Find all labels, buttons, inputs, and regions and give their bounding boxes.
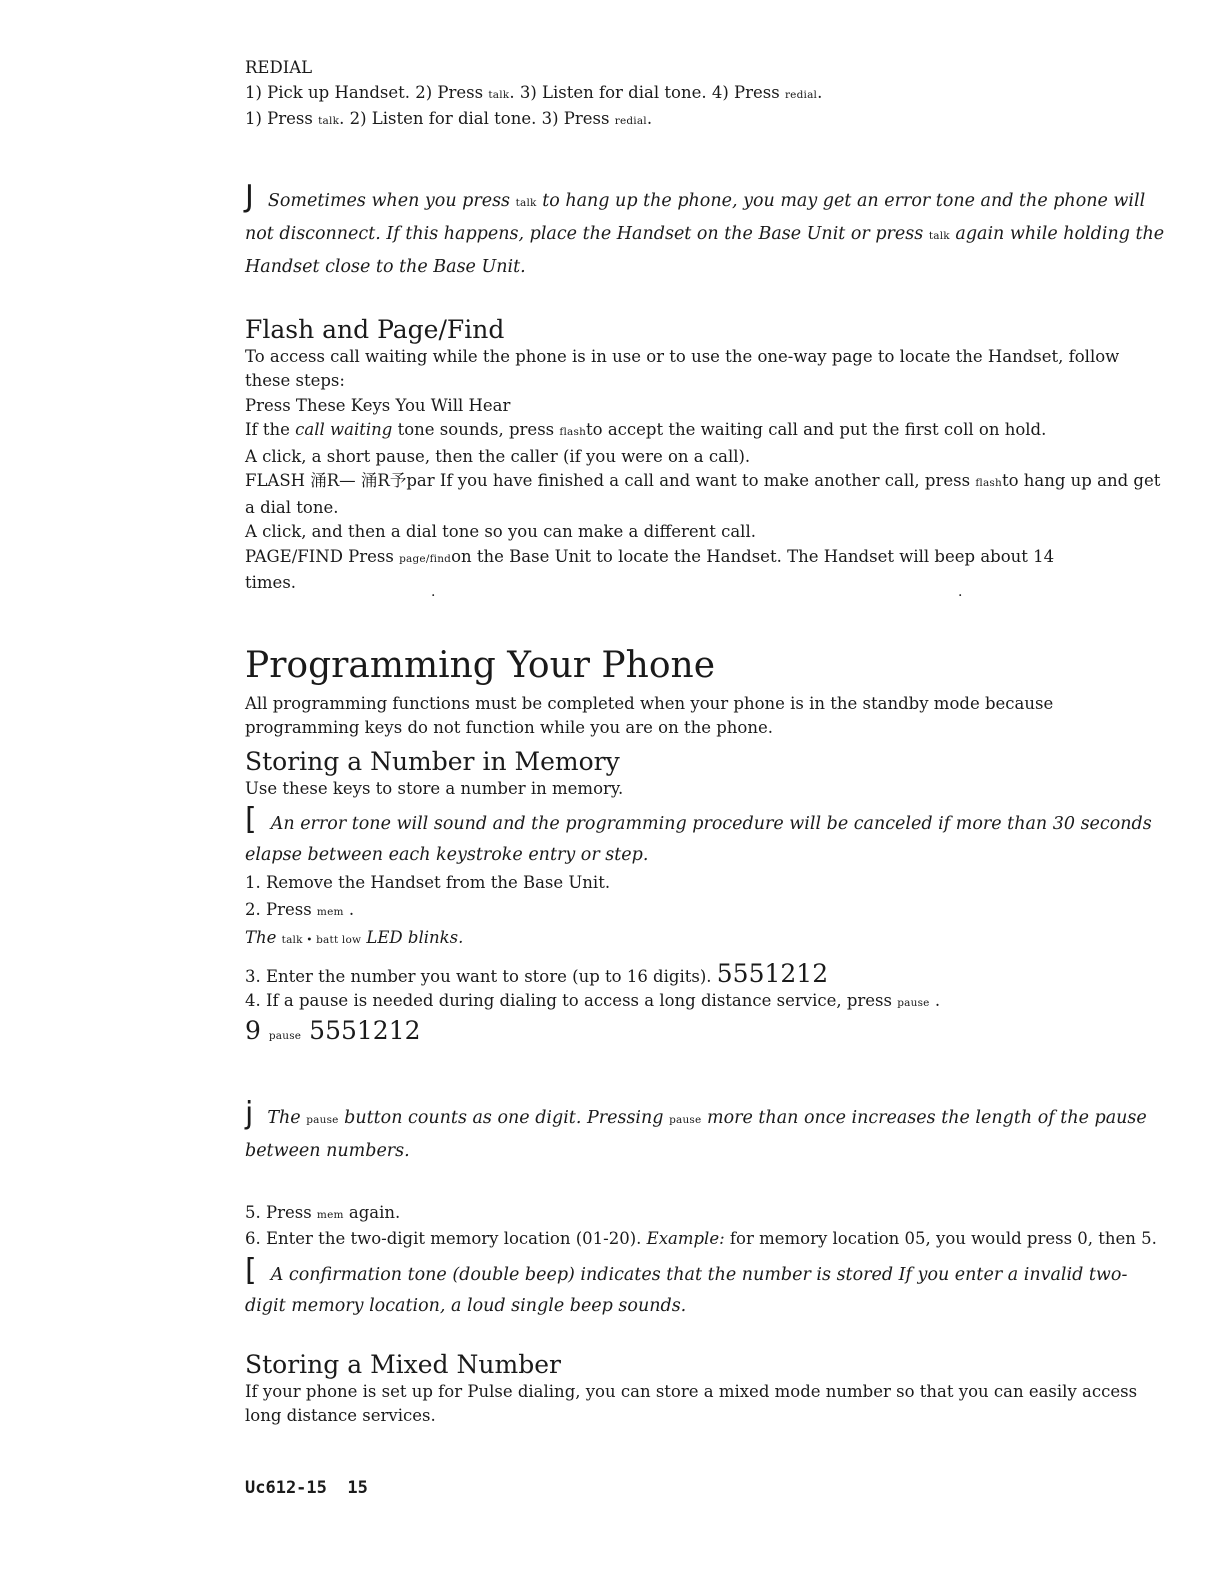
storing-intro: Use these keys to store a number in memory. (245, 778, 624, 798)
page-footer (245, 1478, 368, 1498)
step-2: 2. Press mem . (245, 899, 355, 919)
page-title: Programming Your Phone (245, 644, 716, 686)
mixed-number-section (245, 1350, 1165, 1429)
talk-key: talk (281, 934, 303, 946)
redial-step-line-1: 1) Pick up Handset. 2) Press talk. 3) Listen for dial tone. 4) Press redial. (245, 82, 823, 102)
section-heading: Storing a Number in Memory (245, 746, 620, 776)
confirmation-note: [ A confirmation tone (double beep) indicates that the number is stored If you enter a invalid two-digit memory location, a loud single beep sounds. (245, 1252, 1128, 1316)
note-marker-icon: J (245, 178, 254, 214)
step-6: 6. Enter the two-digit memory location (01-20). Example: for memory location 05, you would press 0, then 5. (245, 1229, 1157, 1248)
note-marker-icon: [ (245, 802, 257, 837)
section-heading: Flash and Page/Find (245, 314, 505, 344)
pause-key: pause (306, 1113, 339, 1126)
pause-example: 9 pause 5551212 (245, 1015, 421, 1045)
flash-row: FLASH 涌R— 涌R予par If you have finished a call and want to make another call, press flashto hang up and get a dial tone. (245, 471, 1161, 517)
flash-key: flash (975, 477, 1002, 489)
pause-note: j The pause button counts as one digit. Pressing pause more than once increases the length of the pause between numbers. (245, 1095, 1147, 1161)
example-number: 5551212 (716, 958, 829, 988)
mem-key: mem (316, 905, 344, 918)
timeout-note: [ An error tone will sound and the programming procedure will be canceled if more than 30 seconds elapse between each keystroke entry or step. (245, 802, 1152, 865)
redial-step-line-2: 1) Press talk. 2) Listen for dial tone. 3) Press redial. (245, 109, 653, 128)
talk-key: talk (488, 88, 510, 101)
scan-speck: · (958, 588, 963, 604)
step-4: 4. If a pause is needed during dialing to access a long distance service, press pause . (245, 991, 941, 1010)
model-number: Uc612-15 (245, 1478, 327, 1498)
step-5: 5. Press mem again. (245, 1202, 401, 1222)
programming-intro: All programming functions must be completed when your phone is in the standby mode because programming keys do not function while you are on the phone. (245, 693, 1054, 737)
talk-key: talk (515, 196, 537, 209)
flash-row-result: A click, a short pause, then the caller (if you were on a call). (245, 446, 751, 466)
redial-key: redial (784, 88, 818, 101)
pause-key: pause (268, 1029, 302, 1042)
page-number: 15 (347, 1478, 368, 1498)
redial-section (245, 56, 1165, 134)
flash-intro: To access call waiting while the phone is in use or to use the one-way page to locate the Handset, follow these steps: (245, 346, 1120, 390)
step-1: 1. Remove the Handset from the Base Unit. (245, 873, 611, 892)
note-marker-icon: j (245, 1095, 254, 1131)
batt-low-key: batt low (316, 934, 362, 946)
led-status: The talk • batt low LED blinks. (245, 928, 464, 947)
section-heading: Storing a Mixed Number (245, 1349, 561, 1379)
flash-row: If the call waiting tone sounds, press flashto accept the waiting call and put the first coll on hold. (245, 420, 1047, 439)
manual-page (245, 56, 1165, 1429)
redial-heading: REDIAL (245, 58, 313, 77)
page-find-key: page/find (399, 552, 452, 565)
programming-section (245, 644, 1165, 741)
hang-up-note: J Sometimes when you press talk to hang up the phone, you may get an error tone and the phone will not disconnect. If this happens, place the Handset on the Base Unit or press talk again while holding the Handset close to the Base Unit. (245, 178, 1165, 277)
storing-number-section (245, 747, 1165, 1322)
pause-key: pause (897, 997, 930, 1009)
flash-key: flash (559, 426, 587, 438)
flash-page-section (245, 315, 1165, 596)
page-find-row: PAGE/FIND Press page/findon the Base Unit to locate the Handset. The Handset will beep about 14 times. (245, 546, 1055, 592)
pause-key: pause (669, 1113, 702, 1126)
note-marker-icon: [ (245, 1252, 257, 1288)
flash-row-result: A click, and then a dial tone so you can make a different call. (245, 522, 756, 541)
talk-key: talk (928, 229, 950, 242)
redial-key: redial (614, 115, 647, 127)
mem-key: mem (316, 1208, 344, 1221)
talk-key: talk (318, 115, 340, 127)
mixed-intro: If your phone is set up for Pulse dialing, you can store a mixed mode number so that you can easily access long distance services. (245, 1381, 1138, 1425)
table-header: Press These Keys You Will Hear (245, 395, 511, 415)
step-3: 3. Enter the number you want to store (up to 16 digits). 5551212 (245, 958, 829, 988)
scan-speck: · (431, 588, 436, 604)
